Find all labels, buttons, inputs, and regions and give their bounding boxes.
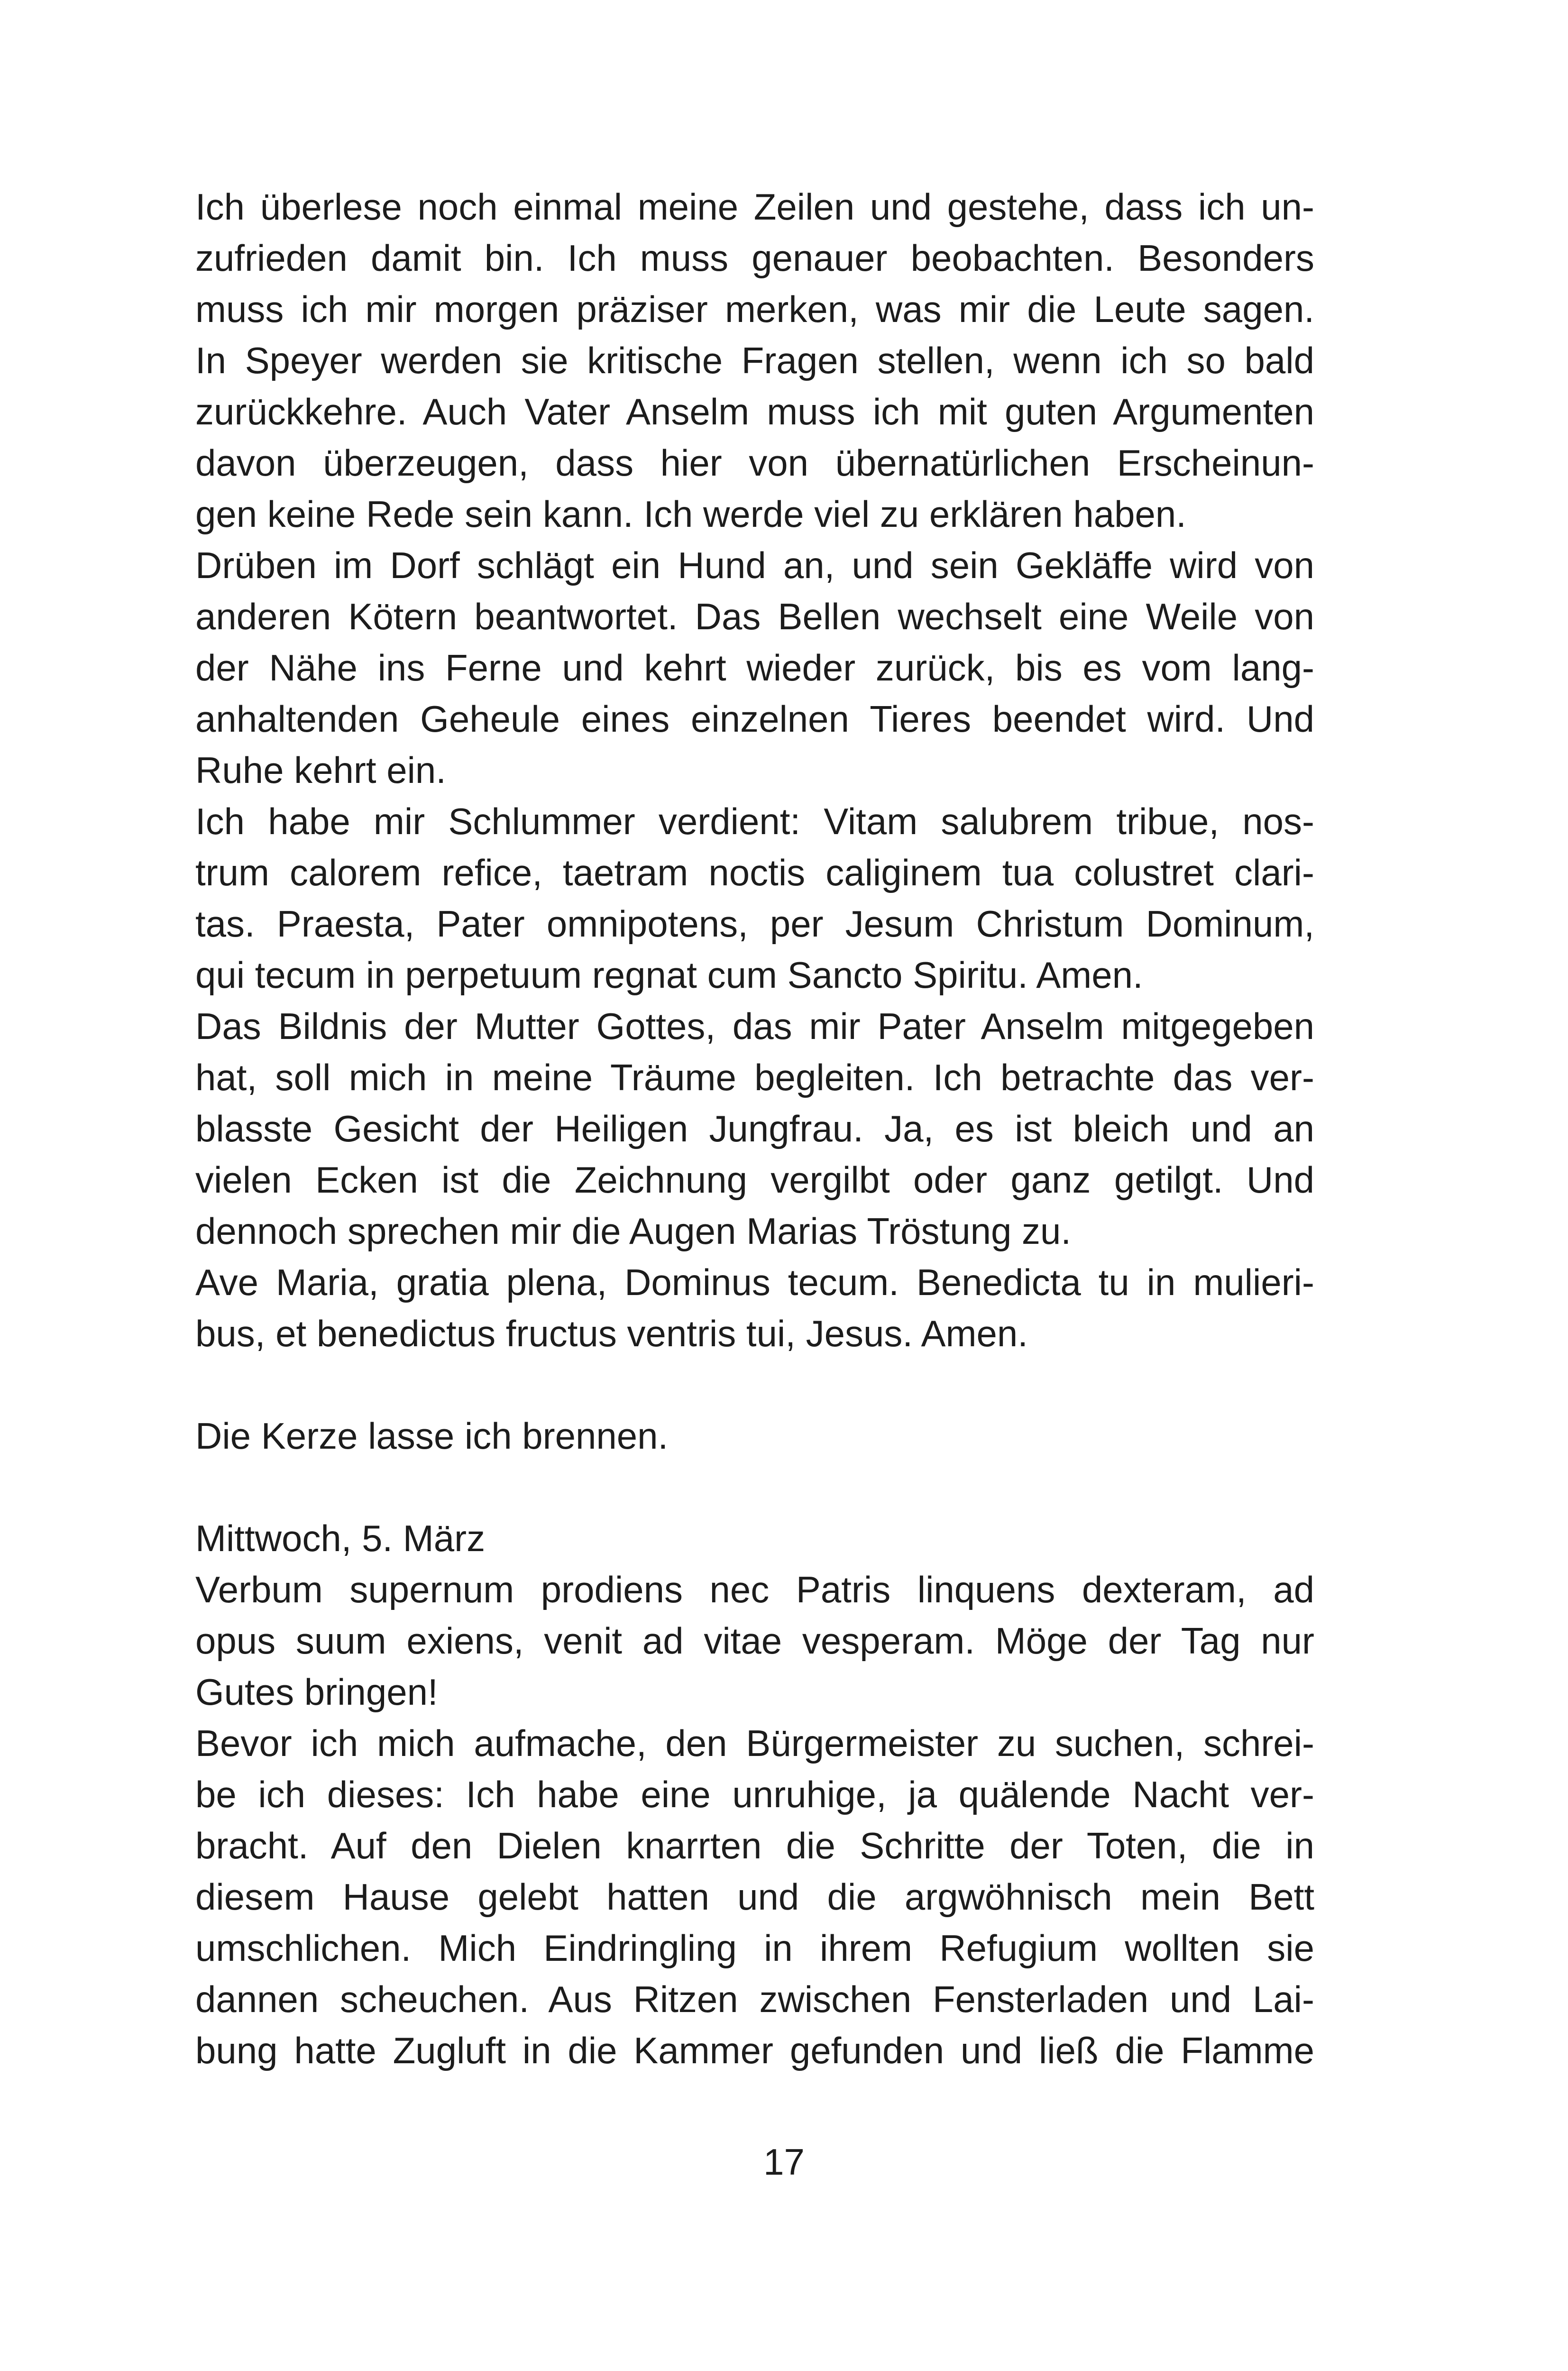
text-line: Ave Maria, gratia plena, Dominus tecum. Benedicta tu in mulieri- — [195, 1261, 1314, 1303]
text-line: Ich überlese noch einmal meine Zeilen und gestehe, dass ich un- — [195, 186, 1314, 228]
text-line: umschlichen. Mich Eindringling in ihrem Refugium wollten sie — [195, 1927, 1314, 1969]
text-line: Bevor ich mich aufmache, den Bürgermeister zu suchen, schrei- — [195, 1722, 1314, 1764]
text-line: Mittwoch, 5. März — [195, 1517, 486, 1559]
text-line: Ich habe mir Schlummer verdient: Vitam salubrem tribue, nos- — [195, 800, 1314, 842]
blank-line — [195, 1461, 1314, 1513]
text-line: Drüben im Dorf schlägt ein Hund an, und sein Gekläffe wird von — [195, 544, 1314, 586]
text-line: zufrieden damit bin. Ich muss genauer beobachten. Besonders — [195, 237, 1314, 279]
text-line: davon überzeugen, dass hier von übernatürlichen Erscheinun- — [195, 442, 1314, 484]
text-line: Ruhe kehrt ein. — [195, 749, 446, 791]
text-line: trum calorem refice, taetram noctis caliginem tua colustret clari- — [195, 852, 1314, 893]
text-line: diesem Hause gelebt hatten und die argwöhnisch mein Bett — [195, 1876, 1314, 1918]
blank-line — [195, 1359, 1314, 1410]
text-line: Das Bildnis der Mutter Gottes, das mir Pater Anselm mitgegeben — [195, 1005, 1314, 1047]
text-line: opus suum exiens, venit ad vitae vesperam. Möge der Tag nur — [195, 1620, 1314, 1662]
text-line: bus, et benedictus fructus ventris tui, Jesus. Amen. — [195, 1313, 1028, 1354]
text-line: vielen Ecken ist die Zeichnung vergilbt oder ganz getilgt. Und — [195, 1159, 1314, 1201]
text-line: dannen scheuchen. Aus Ritzen zwischen Fensterladen und Lai- — [195, 1978, 1314, 2020]
text-line: be ich dieses: Ich habe eine unruhige, ja quälende Nacht ver- — [195, 1774, 1314, 1815]
text-line: anderen Kötern beantwortet. Das Bellen wechselt eine Weile von — [195, 596, 1314, 637]
text-line: bracht. Auf den Dielen knarrten die Schritte der Toten, die in — [195, 1825, 1314, 1866]
text-line: bung hatte Zugluft in die Kammer gefunden und ließ die Flamme — [195, 2030, 1314, 2071]
text-line: der Nähe ins Ferne und kehrt wieder zurück, bis es vom lang- — [195, 647, 1314, 689]
text-line: blasste Gesicht der Heiligen Jungfrau. Ja, es ist bleich und an — [195, 1108, 1314, 1149]
text-line: gen keine Rede sein kann. Ich werde viel zu erklären haben. — [195, 493, 1186, 535]
text-line: hat, soll mich in meine Träume begleiten. Ich betrachte das ver- — [195, 1057, 1314, 1098]
text-line: qui tecum in perpetuum regnat cum Sancto Spiritu. Amen. — [195, 954, 1143, 996]
text-line: Die Kerze lasse ich brennen. — [195, 1415, 669, 1457]
page-number: 17 — [763, 2141, 805, 2183]
text-line: In Speyer werden sie kritische Fragen stellen, wenn ich so bald — [195, 340, 1314, 381]
text-line: anhaltenden Geheule eines einzelnen Tieres beendet wird. Und — [195, 698, 1314, 740]
text-line: dennoch sprechen mir die Augen Marias Tröstung zu. — [195, 1210, 1072, 1252]
text-line: Gutes bringen! — [195, 1671, 438, 1713]
text-line: Verbum supernum prodiens nec Patris linquens dexteram, ad — [195, 1569, 1314, 1610]
text-line: muss ich mir morgen präziser merken, was mir die Leute sagen. — [195, 288, 1314, 330]
body-text — [195, 181, 1314, 2076]
text-line: zurückkehre. Auch Vater Anselm muss ich mit guten Argumenten — [195, 391, 1314, 432]
text-line: tas. Praesta, Pater omnipotens, per Jesum Christum Dominum, — [195, 903, 1314, 945]
